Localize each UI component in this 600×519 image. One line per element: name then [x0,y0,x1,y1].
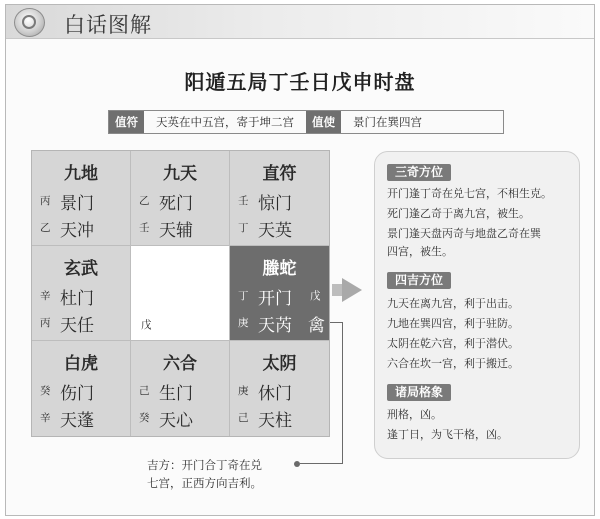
auspicious-note [147,456,262,492]
palace-god: 太阴 [262,354,297,374]
zhifu-value: 天英在中五宫，寄于坤二宫 [156,115,294,129]
siji-line: 六合在坎一宫，利于搬迁。 [387,357,519,370]
palace-door: 生门 [159,384,193,404]
geju-line: 刑格，凶。 [387,408,442,421]
palace-stem: 癸 [40,385,51,397]
palace-door: 开门 [258,289,292,309]
palace-stem: 乙 [40,222,51,234]
palace-god: 直符 [262,164,297,184]
connector-dot-icon [294,461,300,467]
palace-cell [32,151,130,245]
palace-door: 休门 [258,384,292,404]
palace-star: 天芮 [258,316,292,336]
palace-stem: 壬 [238,195,249,207]
palace-stem: 戊 [310,290,321,302]
sanqi-label: 三奇方位 [387,164,451,181]
palace-god: 六合 [163,354,197,374]
palace-stem: 癸 [139,412,150,424]
center-palace [131,246,229,340]
palace-star: 天心 [159,411,193,431]
palace-star: 天冲 [60,221,94,241]
palace-door: 惊门 [258,194,292,214]
connector-line [300,463,343,464]
palace-door: 杜门 [60,289,94,309]
palace-cell [230,151,329,245]
palace-door: 景门 [60,194,94,214]
siji-line: 九天在离九宫，利于出击。 [387,297,519,310]
palace-stem: 壬 [139,222,150,234]
palace-stem: 辛 [40,290,51,302]
sanqi-line: 景门逢天盘丙奇与地盘乙奇在巽 [387,227,541,240]
palace-star: 天柱 [258,411,292,431]
seal-logo-icon [14,8,45,37]
palace-god: 九地 [64,164,98,184]
palace-stem: 己 [238,412,249,424]
palace-god: 九天 [163,164,197,184]
palace-stem: 丁 [238,290,249,302]
palace-cell [131,151,229,245]
palace-stem: 丙 [40,195,51,207]
palace-star: 天蓬 [60,411,94,431]
palace-god: 玄武 [64,259,98,279]
sanqi-line: 四宫，被生。 [387,245,453,258]
palace-stem: 辛 [40,412,51,424]
section-header [6,5,594,39]
geju-line: 逢丁日，为飞干格，凶。 [387,428,508,441]
palace-door: 死门 [159,194,193,214]
center-stem: 戊 [141,319,152,331]
siji-line: 九地在巽四宫，利于驻防。 [387,317,519,330]
siji-line: 太阴在乾六宫，利于潜伏。 [387,337,519,350]
nine-palace-grid [31,150,330,437]
palace-god: 白虎 [64,354,98,374]
palace-extra-star: 禽 [308,316,325,336]
palace-cell [131,341,229,436]
chart-title: 阳遁五局丁壬日戊申时盘 [184,70,416,94]
palace-stem: 庚 [238,385,249,397]
palace-door: 伤门 [60,384,94,404]
palace-stem: 丁 [238,222,249,234]
palace-god: 螣蛇 [262,259,297,279]
palace-cell-highlighted [230,246,329,340]
palace-star: 天辅 [159,221,193,241]
palace-star: 天任 [60,316,94,336]
connector-line [342,322,343,464]
diagram-frame [5,4,595,516]
siji-label: 四吉方位 [387,272,451,289]
note-line: 吉方：开门合丁奇在兑 [147,458,262,472]
sanqi-line: 开门逢丁奇在兑七宫，不相生克。 [387,187,552,200]
sanqi-line: 死门逢乙奇于离九宫，被生。 [387,207,530,220]
palace-stem: 乙 [139,195,150,207]
palace-cell [32,341,130,436]
zhishi-label: 值使 [306,111,341,133]
info-bar [108,110,504,134]
note-line: 七宫，正西方向吉利。 [147,476,262,490]
palace-cell [230,341,329,436]
palace-cell [32,246,130,340]
analysis-panel [374,151,580,459]
palace-star: 天英 [258,221,292,241]
palace-stem: 丙 [40,317,51,329]
palace-stem: 庚 [238,317,249,329]
right-arrow-icon [342,278,362,302]
zhishi-value: 景门在巽四宫 [353,115,422,129]
zhifu-label: 值符 [109,111,144,133]
palace-stem: 己 [139,385,150,397]
geju-label: 诸局格象 [387,384,451,401]
section-title: 白话图解 [64,13,152,37]
